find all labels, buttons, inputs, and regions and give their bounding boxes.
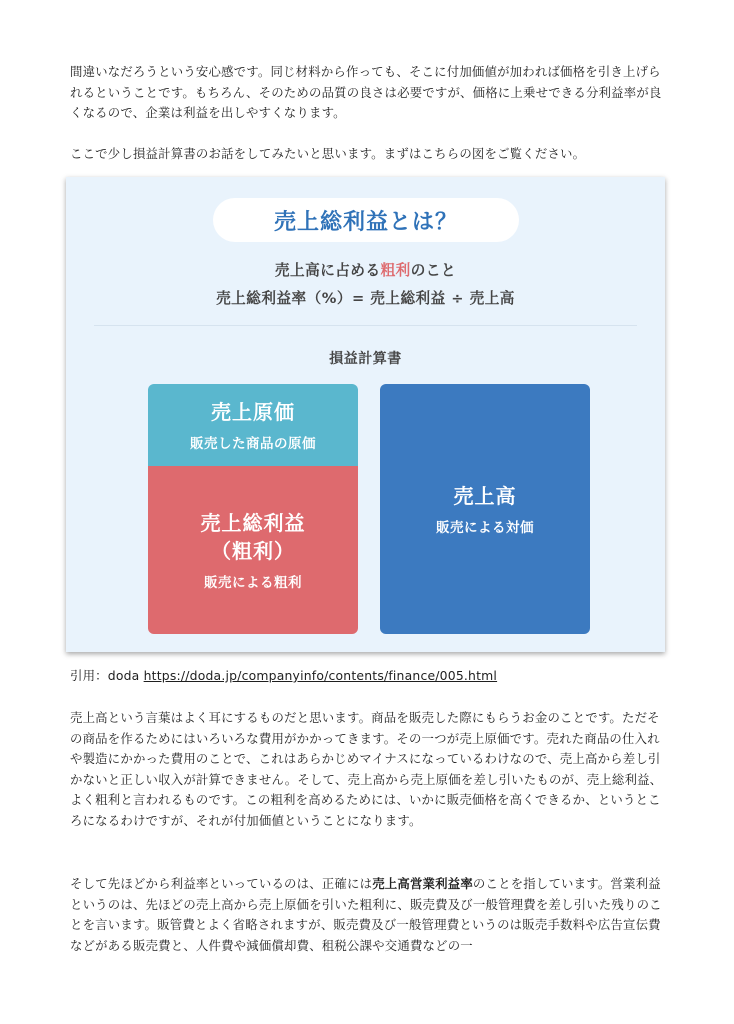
gross-profit-desc: 販売による粗利 [204, 575, 302, 591]
body-paragraph-4 [70, 874, 668, 956]
figure-subtitle-1 [66, 259, 665, 280]
sales-desc: 販売による対価 [436, 520, 534, 536]
operating-margin-term: 売上高営業利益率 [372, 876, 473, 891]
figure-subtitle-2: 売上総利益率（%）= 売上総利益 ÷ 売上高 [216, 290, 515, 307]
sales-title: 売上高 [453, 484, 517, 508]
statement-label: 損益計算書 [329, 351, 402, 367]
cost-of-sales-title: 売上原価 [211, 400, 295, 424]
sales-block [380, 384, 590, 634]
citation-link[interactable]: https://doda.jp/companyinfo/contents/finance/005.html [143, 668, 498, 683]
gross-profit-figure [66, 177, 665, 652]
figure-subtitle-1-before: 売上高に占める [274, 262, 381, 279]
citation-prefix: 引用：doda [70, 668, 144, 683]
body-paragraph-1: 間違いなだろうという安心感です。同じ材料から作っても、そこに付加価値が加われば価格を引き上げられるということです。もちろん、そのための品質の良さは必要ですが、価格に上乗せできる分利益率が良くなるので、企業は利益を出しやすくなります。 [70, 64, 662, 121]
figure-subtitle-1-highlight: 粗利 [380, 262, 411, 279]
figure-divider [94, 325, 637, 326]
gross-profit-title-2: （粗利） [211, 539, 295, 563]
body-paragraph-4-after: のことを指しています。営業利益というのは、先ほどの売上高から売上原価を引いた粗利に、販売費及び一般管理費を差し引いた残りのことを言います。販管費とよく省略されますが、販売費及び一般管理費というのは販売手数料や広告宣伝費などがある販売費と、人件費や減価償却費、租税公課や交通費などの一 [70, 876, 662, 953]
body-paragraph-3: 売上高という言葉はよく耳にするものだと思います。商品を販売した際にもらうお金のことです。ただその商品を作るためにはいろいろな費用がかかってきます。その一つが売上原価です。売れた商品の仕入れや製造にかかった費用のことで、これはあらかじめマイナスになっているわけなので、売上高から差し引かないと正しい収入が計算できません。そして、売上高から売上原価を差し引いたものが、売上総利益、よく粗利と言われるものです。この粗利を高めるためには、いかに販売価格を高くできるか、というところになるわけですが、それが付加価値ということになります。 [70, 710, 663, 828]
figure-title: 売上総利益とは？ [213, 198, 519, 242]
body-paragraph-2: ここで少し損益計算書のお話をしてみたいと思います。まずはこちらの図をご覧ください。 [70, 146, 586, 161]
cost-of-sales-block [148, 384, 358, 466]
gross-profit-title: 売上総利益 [200, 511, 306, 535]
cost-of-sales-desc: 販売した商品の原価 [190, 436, 316, 452]
figure-subtitle-1-after: のこと [410, 262, 457, 279]
body-paragraph-4-before: そして先ほどから利益率といっているのは、正確には [70, 876, 373, 891]
citation [70, 666, 497, 686]
gross-profit-block [148, 466, 358, 634]
